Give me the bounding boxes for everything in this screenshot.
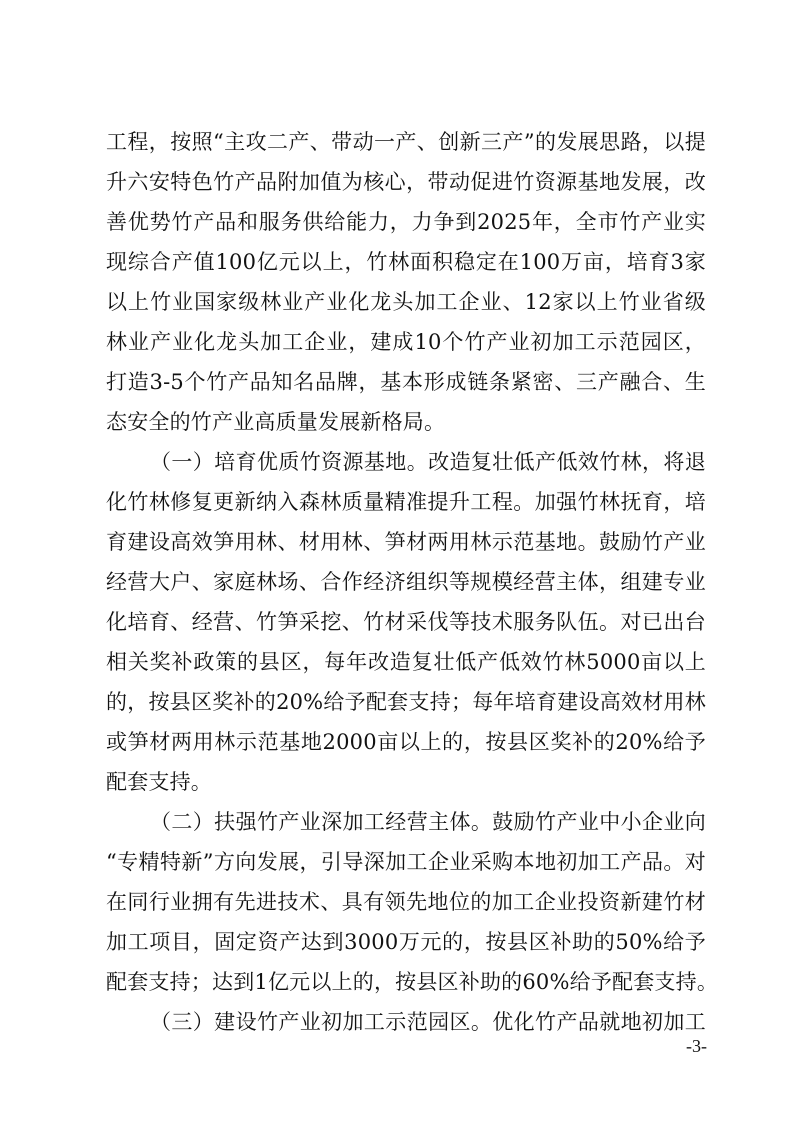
body-text-line: 化竹林修复更新纳入森林质量精准提升工程。加强竹林抚育，培 (106, 490, 706, 514)
body-text-line: 育建设高效笋用林、材用林、笋材两用林示范基地。鼓励竹产业 (106, 530, 706, 554)
body-text-line: 经营大户、家庭林场、合作经济组织等规模经营主体，组建专业 (106, 570, 706, 594)
body-text-line: 配套支持；达到1亿元以上的，按县区补助的60%给予配套支持。 (106, 970, 719, 994)
body-text-line: 打造3-5个竹产品知名品牌，基本形成链条紧密、三产融合、生 (106, 370, 706, 394)
body-text-line: 升六安特色竹产品附加值为核心，带动促进竹资源基地发展，改 (106, 170, 706, 194)
section-heading-line: （一）培育优质竹资源基地。改造复壮低产低效竹林，将退 (150, 450, 706, 474)
body-text-line: 现综合产值100亿元以上，竹林面积稳定在100万亩，培育3家 (106, 250, 706, 274)
section-heading-line: （二）扶强竹产业深加工经营主体。鼓励竹产业中小企业向 (150, 810, 706, 834)
body-text-line: 态安全的竹产业高质量发展新格局。 (106, 410, 446, 434)
body-text-line: 林业产业化龙头加工企业，建成10个竹产业初加工示范园区， (106, 330, 706, 354)
page-number: -3- (686, 1036, 707, 1056)
section-heading-line: （三）建设竹产业初加工示范园区。优化竹产品就地初加工 (150, 1010, 706, 1034)
body-text-line: 以上竹业国家级林业产业化龙头加工企业、12家以上竹业省级 (106, 290, 706, 314)
body-text-line: 工程，按照“主攻二产、带动一产、创新三产”的发展思路，以提 (106, 130, 706, 154)
body-text-line: 在同行业拥有先进技术、具有领先地位的加工企业投资新建竹材 (106, 890, 706, 914)
body-text-line: 或笋材两用林示范基地2000亩以上的，按县区奖补的20%给予 (106, 730, 706, 754)
body-text-line: 相关奖补政策的县区，每年改造复壮低产低效竹林5000亩以上 (106, 650, 706, 674)
body-text-line: 化培育、经营、竹笋采挖、竹材采伐等技术服务队伍。对已出台 (106, 610, 706, 634)
body-text-line: 加工项目，固定资产达到3000万元的，按县区补助的50%给予 (106, 930, 706, 954)
body-text-line: 善优势竹产品和服务供给能力，力争到2025年，全市竹产业实 (106, 210, 706, 234)
body-text-line: 配套支持。 (106, 770, 212, 794)
body-text-line: “专精特新”方向发展，引导深加工企业采购本地初加工产品。对 (106, 850, 706, 874)
body-text-line: 的，按县区奖补的20%给予配套支持；每年培育建设高效材用林 (106, 690, 706, 714)
